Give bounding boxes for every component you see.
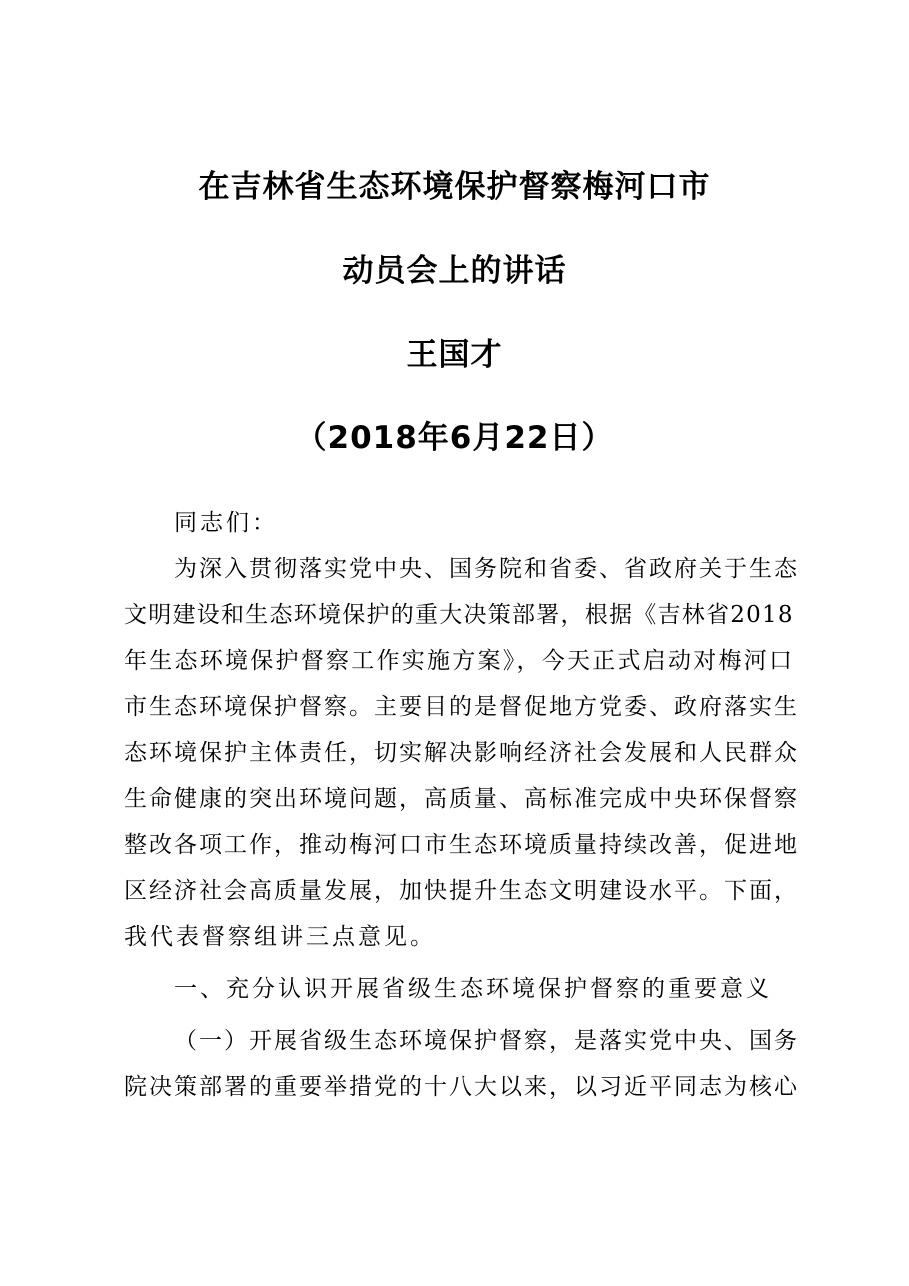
- paragraph-line: 年生态环境保护督察工作实施方案》，今天正式启动对梅河口: [124, 648, 795, 674]
- section-heading-1: 一、充分认识开展省级生态环境保护督察的重要意义: [174, 976, 772, 1002]
- paragraph-line: 为深入贯彻落实党中央、国务院和省委、省政府关于生态: [174, 556, 799, 582]
- paragraph-line: 院决策部署的重要举措党的十八大以来，以习近平同志为核心: [124, 1074, 799, 1100]
- paragraph-line: 市生态环境保护督察。主要目的是督促地方党委、政府落实生: [124, 694, 799, 720]
- paragraph-line: 我代表督察组讲三点意见。: [124, 924, 436, 950]
- speech-title-line-2: 动员会上的讲话: [342, 253, 567, 289]
- paragraph-line: （一）开展省级生态环境保护督察，是落实党中央、国务: [174, 1028, 799, 1054]
- paragraph-line: 态环境保护主体责任，切实解决影响经济社会发展和人民群众: [124, 740, 799, 766]
- speaker-name: 王国才: [406, 337, 503, 373]
- paragraph-line: 区经济社会高质量发展，加快提升生态文明建设水平。下面，: [124, 878, 799, 904]
- paragraph-line: 生命健康的突出环境问题，高质量、高标准完成中央环保督察: [124, 786, 799, 812]
- salutation: 同志们：: [174, 510, 278, 536]
- paragraph-line: 文明建设和生态环境保护的重大决策部署，根据《吉林省2018: [124, 602, 794, 628]
- speech-title-line-1: 在吉林省生态环境保护督察梅河口市: [198, 169, 711, 205]
- speech-date: （2018年6月22日）: [295, 420, 614, 456]
- paragraph-line: 整改各项工作，推动梅河口市生态环境质量持续改善，促进地: [124, 832, 799, 858]
